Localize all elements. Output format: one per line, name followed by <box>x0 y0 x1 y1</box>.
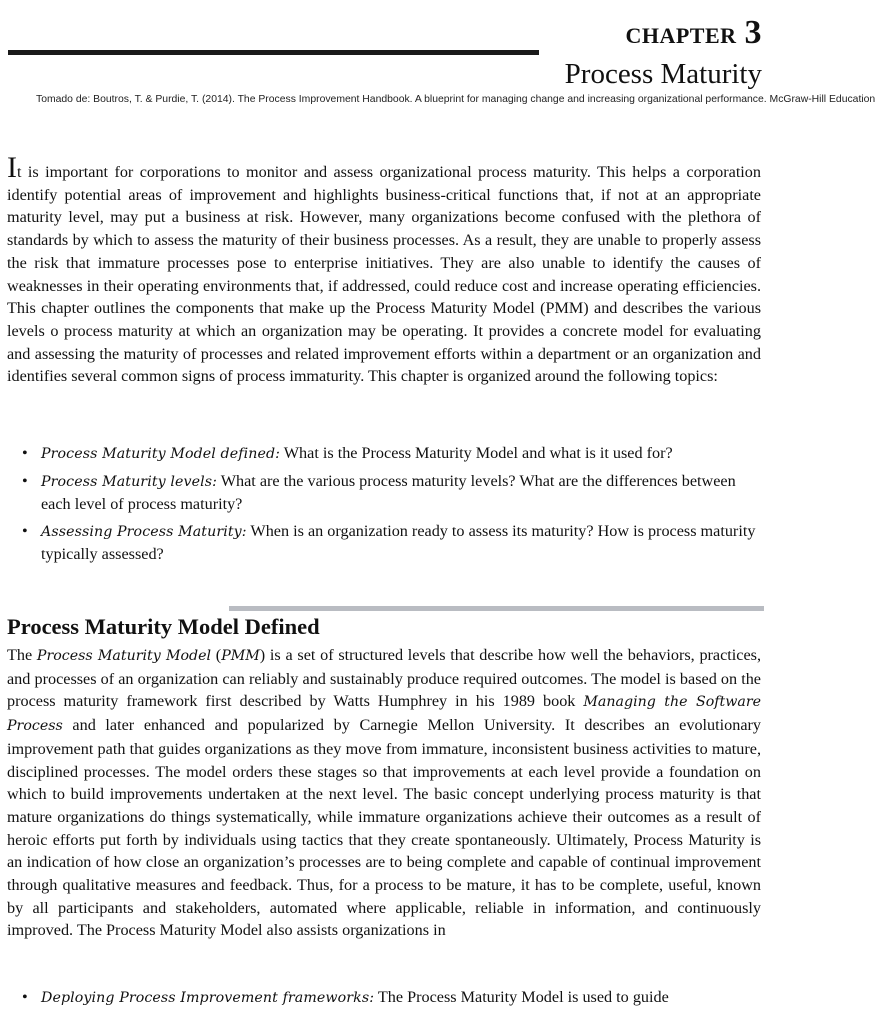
use-term: Deploying Process Improvement frameworks: <box>41 990 375 1006</box>
list-item <box>22 986 762 1010</box>
paragraph-text: ) is a set of structured levels that describe how well the behaviors, practices, and processes of an organization can reliably and sustainably produce required outcomes. The model is based on the process maturity framework first described by Watts Humphrey in his 1989 book <box>7 646 762 711</box>
topics-list <box>22 442 762 570</box>
bullet-icon: • <box>22 471 28 490</box>
bullet-icon: • <box>22 988 28 1006</box>
topic-text: When is an organization ready to assess its maturity? How is process maturity typically assessed? <box>41 521 756 563</box>
section-heading: Process Maturity Model Defined <box>7 614 320 639</box>
topic-text: What are the various process maturity levels? What are the differences between each level of process maturity? <box>41 471 736 513</box>
uses-list <box>22 986 762 1014</box>
paragraph-text: ( <box>211 646 222 664</box>
intro-paragraph <box>7 151 761 388</box>
topic-term: Process Maturity Model defined: <box>41 446 281 462</box>
use-text: The Process Maturity Model is used to guide <box>374 988 669 1006</box>
paragraph-text: The <box>7 646 37 664</box>
term-abbr: PMM <box>221 648 260 664</box>
list-item <box>22 470 762 516</box>
bullet-icon: • <box>22 444 28 462</box>
drop-cap: I <box>7 151 17 184</box>
list-item <box>22 442 762 466</box>
section-paragraph <box>7 644 761 942</box>
book-title: Managing the Software Process <box>7 694 761 735</box>
header-rule <box>8 50 539 55</box>
term-pmm: Process Maturity Model <box>36 648 212 664</box>
section-rule <box>229 606 764 611</box>
list-item <box>22 520 762 566</box>
topic-term: Assessing Process Maturity: <box>41 523 247 540</box>
chapter-word: CHAPTER <box>625 23 737 48</box>
chapter-number: 3 <box>744 14 762 51</box>
topic-text: What is the Process Maturity Model and what is it used for? <box>280 444 673 462</box>
chapter-label <box>625 14 762 52</box>
bullet-icon: • <box>22 521 28 540</box>
paragraph-text: and later enhanced and popularized by Carnegie Mellon University. It describes an evolutionary improvement path that guides organizations as they move from immature, inconsistent business activities to mature, disciplined processes. The model orders these stages so that improvements at each level provide a foundation on which to build improvements undertaken at the next level. The basic concept underlying process maturity is that mature organizations do things systematically, while immature organizations achieve their outcomes as a result of heroic efforts put forth by individuals using tactics that they create spontaneously. Ultimately, Process Maturity is an indication of how close an organization’s processes are to being complete and capable of continual improvement through qualitative measures and feedback. Thus, for a process to be mature, it has to be complete, useful, known by all participants and stakeholders, automated where applicable, reliable in information, and continuously improved. The Process Maturity Model also assists organizations in <box>7 716 761 940</box>
chapter-title: Process Maturity <box>564 58 762 90</box>
source-citation: Tomado de: Boutros, T. & Purdie, T. (2014). The Process Improvement Handbook. A blueprint for managing change and increasing organizational performance. McGraw-Hill Education <box>36 94 875 105</box>
topic-term: Process Maturity levels: <box>41 473 217 490</box>
intro-text: t is important for corporations to monitor and assess organizational process maturity. This helps a corporation identify potential areas of improvement and highlights business-critical functions that, if not at an appropriate maturity level, may put a business at risk. However, many organizations become confused with the plethora of standards by which to assess the maturity of their business processes. As a result, they are unable to properly assess the risk that immature processes pose to enterprise initiatives. They are also unable to identify the causes of weaknesses in their operating environments that, if addressed, could reduce cost and increase operating efficiencies. This chapter outlines the components that make up the Process Maturity Model (PMM) and describes the various levels o process maturity at which an organization may be operating. It provides a concrete model for evaluating and assessing the maturity of processes and related improvement efforts within a department or an organization and identifies several common signs of process immaturity. This chapter is organized around the following topics: <box>7 163 761 386</box>
